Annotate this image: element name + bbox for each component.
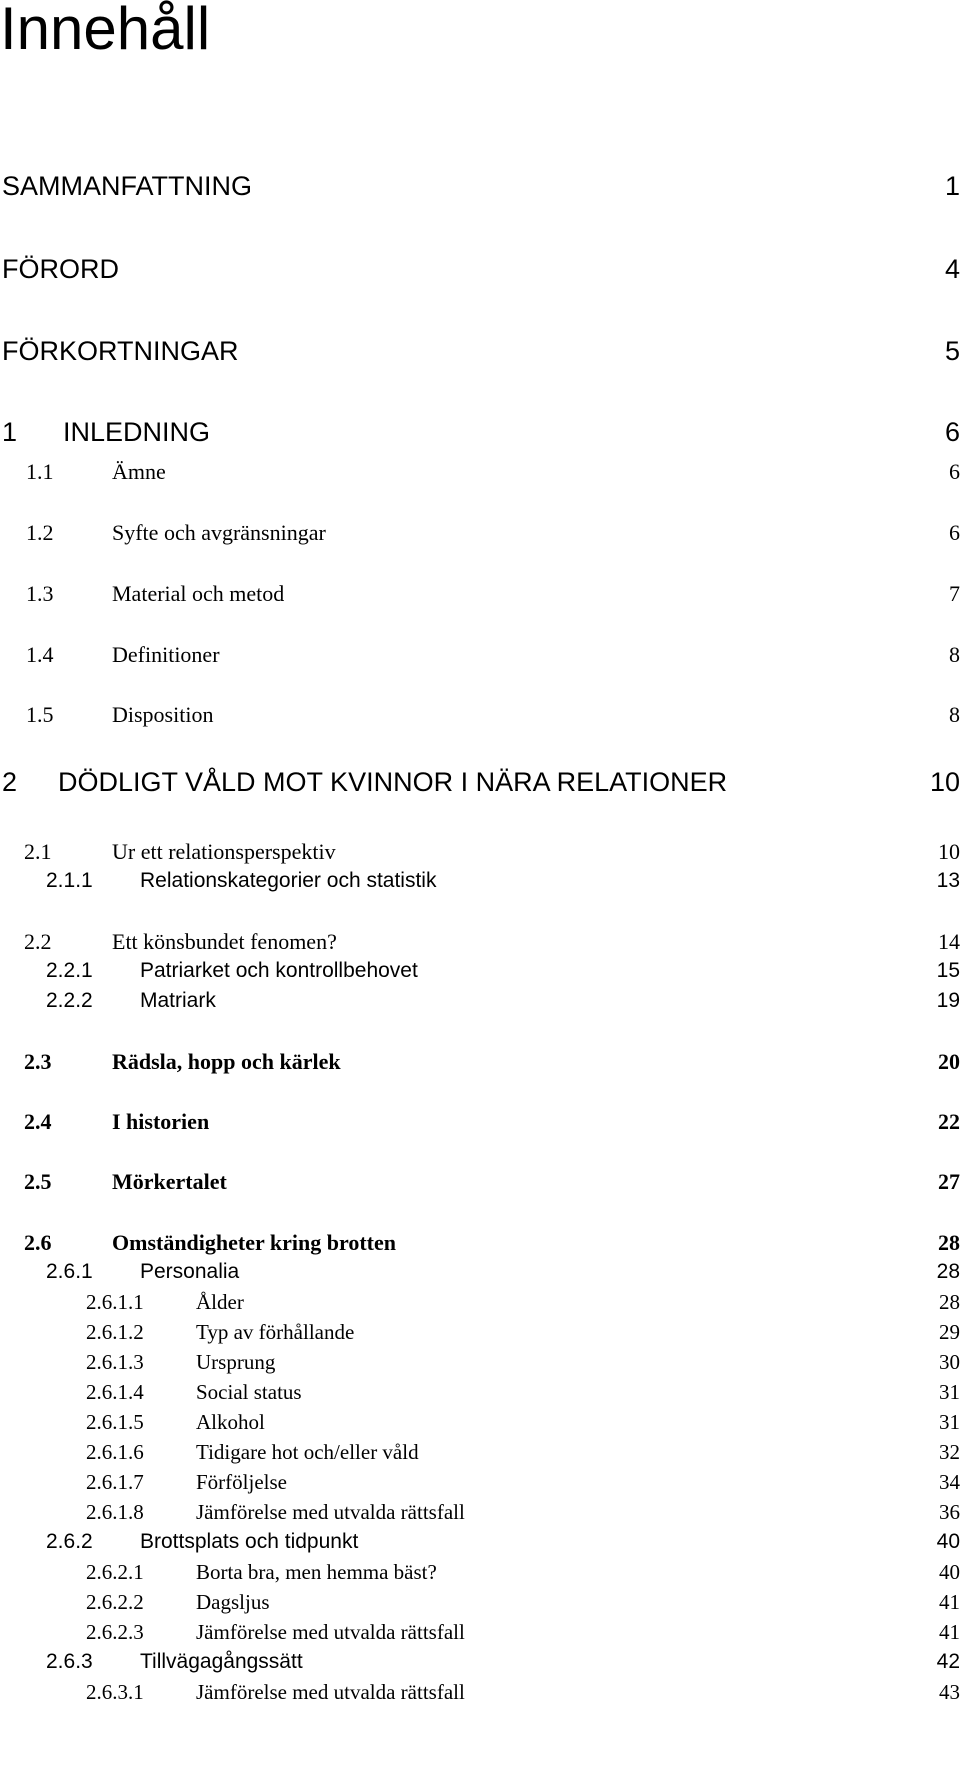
toc-entry-page: 6 [944, 417, 960, 447]
toc-entry-page: 29 [939, 1320, 960, 1344]
toc-entry-label: Personalia [140, 1260, 240, 1283]
toc-entry-label: Dagsljus [196, 1590, 270, 1614]
toc-entry[interactable] [0, 1559, 960, 1589]
toc-entry-label: Patriarket och kontrollbehovet [140, 959, 418, 982]
toc-entry-page: 28 [936, 1260, 960, 1283]
toc-entry[interactable] [0, 1619, 960, 1649]
toc-entry-page: 7 [949, 581, 960, 606]
toc-entry[interactable] [0, 1409, 960, 1439]
toc-entry[interactable] [0, 641, 960, 671]
toc-entry-label: I historien [112, 1109, 210, 1134]
toc-entry-number: 2.5 [24, 1169, 52, 1194]
toc-entry-page: 28 [939, 1290, 960, 1314]
toc-entry-number: 2.6.1.2 [86, 1320, 144, 1344]
toc-entry-number: 2.6.1 [46, 1260, 93, 1283]
toc-entry[interactable] [0, 1439, 960, 1469]
toc-entry-page: 22 [938, 1109, 960, 1134]
toc-entry-number: 2.2.1 [46, 959, 93, 982]
toc-entry-label: Typ av förhållande [196, 1320, 355, 1344]
toc-entry-label: Tillvägagångssätt [140, 1650, 303, 1673]
toc-entry-page: 5 [944, 336, 960, 366]
toc-entry-number: 2.3 [24, 1049, 52, 1074]
toc-entry-page: 10 [938, 839, 960, 864]
toc-entry[interactable] [0, 868, 960, 898]
toc-entry[interactable] [0, 519, 960, 549]
toc-entry-label: Jämförelse med utvalda rättsfall [196, 1680, 465, 1704]
toc-entry-page: 32 [939, 1440, 960, 1464]
toc-entry-page: 43 [939, 1680, 960, 1704]
toc-entry-page: 40 [936, 1530, 960, 1553]
toc-entry-label: Alkohol [196, 1410, 265, 1434]
toc-entry-number: 2.6.3 [46, 1650, 93, 1673]
toc-entry-label: Borta bra, men hemma bäst? [196, 1560, 437, 1584]
toc-entry-number: 1.3 [26, 581, 54, 606]
toc-entry[interactable] [0, 1589, 960, 1619]
toc-entry-page: 31 [939, 1410, 960, 1434]
toc-entry[interactable] [0, 458, 960, 488]
toc-entry-label: Mörkertalet [112, 1169, 227, 1194]
toc-entry-number: 1 [2, 417, 18, 447]
toc-entry-number: 2.1 [24, 839, 52, 864]
toc-entry-label: Brottsplats och tidpunkt [140, 1530, 359, 1553]
toc-entry-page: 34 [939, 1470, 960, 1494]
toc-entry-number: 2.2 [24, 929, 52, 954]
toc-entry[interactable] [0, 1259, 960, 1289]
toc-entry-page: 27 [938, 1169, 960, 1194]
toc-entry-number: 2 [2, 767, 18, 797]
toc-entry-label: Tidigare hot och/eller våld [196, 1440, 419, 1464]
toc-entry-page: 1 [944, 171, 960, 201]
toc-entry-number: 1.1 [26, 459, 54, 484]
toc-entry[interactable] [0, 1499, 960, 1529]
toc-entry-page: 19 [936, 989, 960, 1012]
toc-entry-label: FÖRKORTNINGAR [2, 336, 239, 366]
toc-entry[interactable] [0, 1289, 960, 1319]
toc-entry-page: 14 [938, 929, 960, 954]
toc-entry[interactable] [0, 1349, 960, 1379]
toc-entry-label: Social status [196, 1380, 302, 1404]
toc-entry-page: 8 [949, 642, 960, 667]
toc-entry-label: Rädsla, hopp och kärlek [112, 1049, 341, 1074]
toc-entry[interactable] [0, 1108, 960, 1138]
toc-entry-label: Definitioner [112, 642, 220, 667]
toc-entry-number: 2.1.1 [46, 869, 93, 892]
toc-entry-label: INLEDNING [63, 417, 211, 447]
toc-entry-page: 6 [949, 459, 960, 484]
toc-entry[interactable] [0, 1649, 960, 1679]
toc-entry-number: 1.5 [26, 702, 54, 727]
page-title: Innehåll [0, 0, 211, 62]
toc-entry-page: 13 [936, 869, 960, 892]
toc-entry[interactable] [0, 1229, 960, 1259]
toc-entry-label: Ett könsbundet fenomen? [112, 929, 337, 954]
toc-entry[interactable] [0, 928, 960, 958]
toc-entry-page: 30 [939, 1350, 960, 1374]
toc-entry-label: Förföljelse [196, 1470, 287, 1494]
toc-entry[interactable] [0, 766, 960, 796]
toc-entry-page: 42 [936, 1650, 960, 1673]
toc-entry-label: Ämne [112, 459, 166, 484]
toc-entry-number: 2.6.2.3 [86, 1620, 144, 1644]
toc-entry-number: 2.6.1.3 [86, 1350, 144, 1374]
toc-entry-label: Ur ett relationsperspektiv [112, 839, 336, 864]
toc-entry-label: FÖRORD [2, 254, 119, 284]
toc-entry-page: 4 [944, 254, 960, 284]
toc-entry-page: 15 [936, 959, 960, 982]
toc-entry-number: 2.6.1.6 [86, 1440, 144, 1464]
toc-entry-label: Ursprung [196, 1350, 276, 1374]
toc-entry-label: SAMMANFATTNING [2, 171, 253, 201]
toc-entry[interactable] [0, 958, 960, 988]
toc-entry-number: 2.6.2 [46, 1530, 93, 1553]
toc-entry-number: 2.6.2.1 [86, 1560, 144, 1584]
toc-entry-number: 2.2.2 [46, 989, 93, 1012]
toc-entry-label: DÖDLIGT VÅLD MOT KVINNOR I NÄRA RELATIONER [58, 767, 728, 797]
toc-entry-number: 2.6.2.2 [86, 1590, 144, 1614]
toc-entry-number: 2.6.1.8 [86, 1500, 144, 1524]
toc-entry-page: 41 [939, 1590, 960, 1614]
toc-entry-label: Matriark [140, 989, 216, 1012]
toc-entry[interactable] [0, 1529, 960, 1559]
toc-entry-label: Jämförelse med utvalda rättsfall [196, 1500, 465, 1524]
toc-entry-label: Material och metod [112, 581, 285, 606]
toc-entry-number: 2.6.1.1 [86, 1290, 144, 1314]
toc-entry-label: Omständigheter kring brotten [112, 1230, 396, 1255]
toc-entry-label: Disposition [112, 702, 214, 727]
toc-entry-label: Syfte och avgränsningar [112, 520, 326, 545]
toc-entry-page: 10 [929, 767, 960, 797]
toc-entry[interactable] [0, 580, 960, 610]
toc-entry-page: 41 [939, 1620, 960, 1644]
toc-entry[interactable] [0, 988, 960, 1018]
toc-entry-number: 1.4 [26, 642, 54, 667]
toc-entry-number: 2.6.3.1 [86, 1680, 144, 1704]
toc-entry[interactable] [0, 1048, 960, 1078]
toc-entry-page: 36 [939, 1500, 960, 1524]
toc-entry-page: 8 [949, 702, 960, 727]
toc-entry-page: 6 [949, 520, 960, 545]
toc-entry-number: 2.4 [24, 1109, 52, 1134]
toc-entry[interactable] [0, 1469, 960, 1499]
toc-entry-page: 31 [939, 1380, 960, 1404]
toc-entry-number: 1.2 [26, 520, 54, 545]
toc-entry[interactable] [0, 1319, 960, 1349]
toc-entry-label: Jämförelse med utvalda rättsfall [196, 1620, 465, 1644]
toc-entry-page: 20 [938, 1049, 960, 1074]
toc-entry-number: 2.6.1.7 [86, 1470, 144, 1494]
toc-entry-number: 2.6.1.4 [86, 1380, 144, 1404]
toc-entry[interactable] [0, 1679, 960, 1709]
toc-entry-label: Relationskategorier och statistik [140, 869, 437, 892]
toc-entry-number: 2.6.1.5 [86, 1410, 144, 1434]
toc-entry-page: 40 [939, 1560, 960, 1584]
toc-entry[interactable] [0, 1168, 960, 1198]
toc-entry[interactable] [0, 1379, 960, 1409]
toc-entry[interactable] [0, 838, 960, 868]
toc-entry-page: 28 [938, 1230, 960, 1255]
toc-entry-label: Ålder [196, 1290, 244, 1314]
toc-entry-number: 2.6 [24, 1230, 52, 1255]
toc-entry[interactable] [0, 701, 960, 731]
